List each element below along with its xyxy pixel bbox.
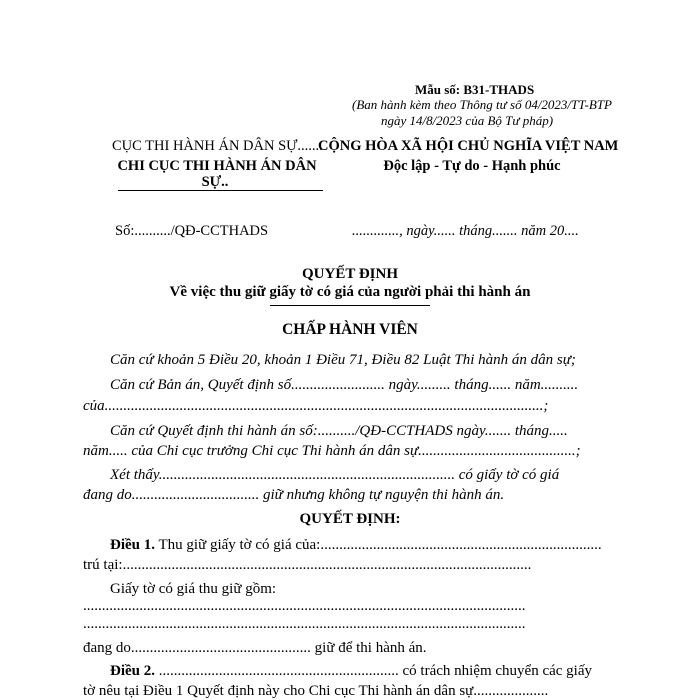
decision-heading: QUYẾT ĐỊNH:: [299, 511, 401, 527]
document-date: ............., ngày...... tháng....... năm 20....: [352, 223, 579, 239]
decision-subtitle: Về việc thu giữ giấy tờ có giá của người phải thi hành án: [169, 284, 531, 300]
officer-title: CHẤP HÀNH VIÊN: [282, 321, 418, 338]
national-motto: Độc lập - Tự do - Hạnh phúc: [383, 158, 561, 174]
national-title: CỘNG HÒA XÃ HỘI CHỦ NGHĨA VIỆT NAM: [318, 138, 619, 154]
agency-subdepartment-cont: SỰ..: [201, 174, 229, 190]
subtitle-underline: [270, 305, 430, 306]
papers-list-line1: ......................................................................................................................: [83, 598, 526, 614]
basis-enforcement-decision: Căn cứ Quyết định thi hành án số:........../QĐ-CCTHADS ngày....... tháng.....: [110, 423, 568, 439]
residence-line: trú tại:.............................................................................................................: [83, 557, 532, 573]
issued-note-line1: (Ban hành kèm theo Thông tư số 04/2023/TT-BTP: [352, 97, 612, 112]
basis-enforcement-decision-cont: năm..... của Chi cục trưởng Chi cục Thi hành án dân sự..........................................;: [83, 443, 581, 459]
agency-underline: [118, 190, 323, 191]
agency-department: CỤC THI HÀNH ÁN DÂN SỰ.......: [112, 138, 323, 154]
decision-title: QUYẾT ĐỊNH: [302, 266, 398, 282]
holder-line: đang do................................................ giữ để thi hành án.: [83, 640, 427, 656]
papers-list-line2: ......................................................................................................................: [83, 616, 526, 632]
form-code: Mẫu số: B31-THADS: [415, 82, 535, 97]
issued-note-line2: ngày 14/8/2023 của Bộ Tư pháp): [380, 113, 554, 128]
consideration: Xét thấy............................................................................... có giấy tờ có giá: [110, 467, 560, 483]
article-1-label: Điều 1.: [110, 537, 155, 553]
basis-judgment-cont: của.....................................................................................................................;: [83, 398, 549, 414]
article-2-cont: tờ nêu tại Điều 1 Quyết định này cho Chi cục Thi hành án dân sự....................: [83, 683, 549, 699]
article-2-label: Điều 2.: [110, 663, 155, 679]
article-2-text: ................................................................ có trách nhiệm chuyển các giấy: [158, 663, 592, 679]
article-2: [110, 663, 592, 680]
document-number: Số:........../QĐ-CCTHADS: [115, 223, 269, 239]
basis-law: Căn cứ khoản 5 Điều 20, khoản 1 Điều 71, Điều 82 Luật Thi hành án dân sự;: [110, 352, 576, 368]
papers-list-label: Giấy tờ có giá thu giữ gồm:: [110, 581, 277, 597]
article-1: [110, 537, 602, 554]
basis-judgment: Căn cứ Bản án, Quyết định số......................... ngày......... tháng...... năm..........: [110, 377, 579, 393]
consideration-cont: đang do.................................. giữ nhưng không tự nguyện thi hành án.: [83, 487, 505, 503]
agency-subdepartment: CHI CỤC THI HÀNH ÁN DÂN: [117, 158, 317, 174]
article-1-text: Thu giữ giấy tờ có giá của:...........................................................................: [158, 537, 602, 553]
